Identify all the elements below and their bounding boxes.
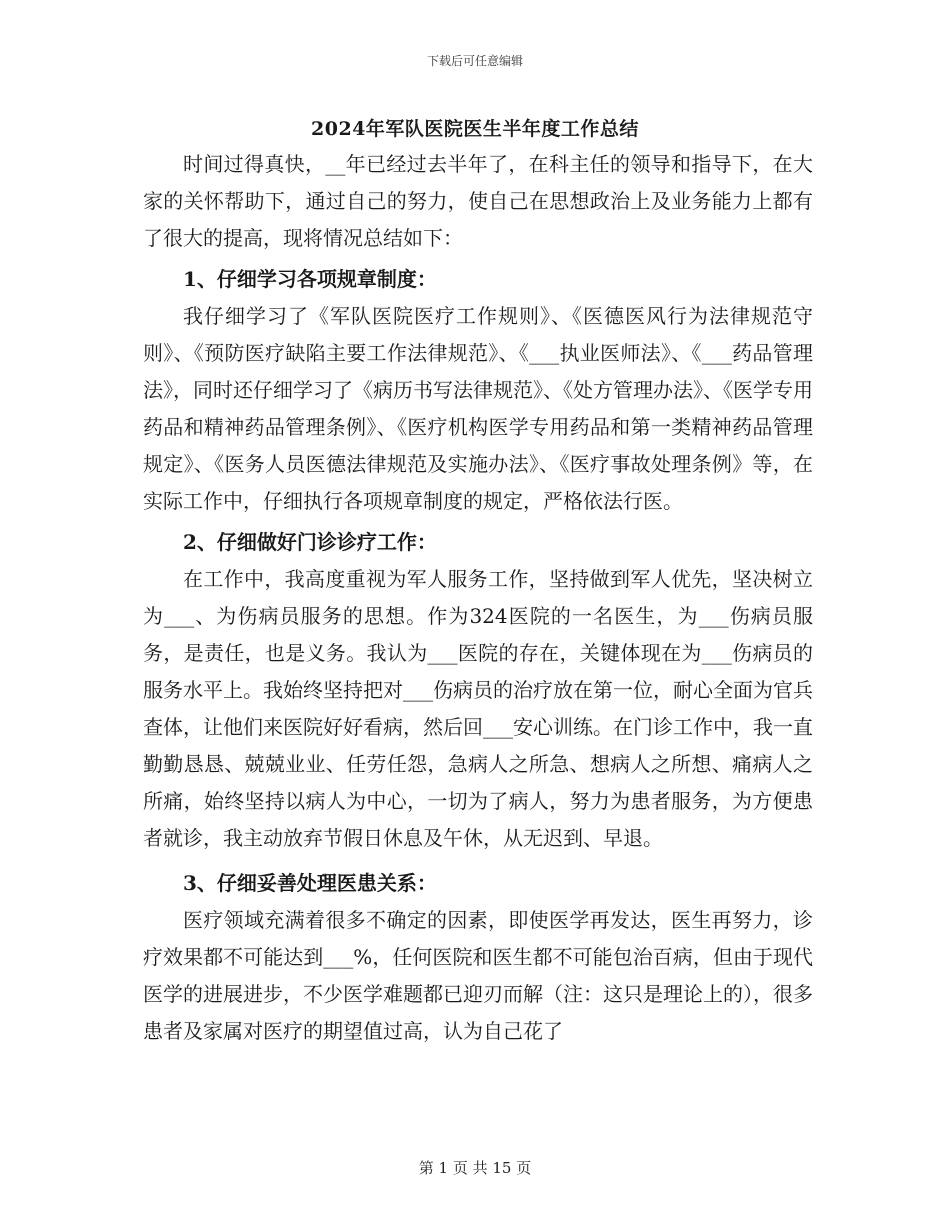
section-3-heading: 3、仔细妥善处理医患关系： xyxy=(183,871,437,895)
section-2-paragraph: 在工作中，我高度重视为军人服务工作，坚持做到军人优先，坚决树立为___、为伤病员服务的思想。作为324医院的一名医生，为___伤病员服务，是责任，也是义务。我认为___医院的存在，关键体现在为___伤病员的服务水平上。我始终坚持把对___伤病员的治疗放在第一位，耐心全面为官兵查体，让他们来医院好好看病，然后回___安心训练。在门诊工作中，我一直勤勤恳恳、兢兢业业、任劳任怨，急病人之所急、想病人之所想、痛病人之所痛，始终坚持以病人为中心，一切为了病人，努力为患者服务，为方便患者就诊，我主动放弃节假日休息及午休，从无迟到、早退。 xyxy=(143,567,813,850)
section-3-paragraph: 医疗领域充满着很多不确定的因素，即使医学再发达，医生再努力，诊疗效果都不可能达到___%，任何医院和医生都不可能包治百病，但由于现代医学的进展进步，不少医学难题都已迎刃而解（注：这只是理论上的），很多患者及家属对医疗的期望值过高，认为自己花了 xyxy=(143,908,813,1043)
page-footer: 第 1 页 共 15 页 xyxy=(418,1159,532,1177)
section-2-heading: 2、仔细做好门诊诊疗工作： xyxy=(183,530,437,554)
document-title: 2024年军队医院医生半年度工作总结 xyxy=(311,118,639,140)
intro-paragraph: 时间过得真快，__年已经过去半年了，在科主任的领导和指导下，在大家的关怀帮助下，通过自己的努力，使自己在思想政治上及业务能力上都有了很大的提高，现将情况总结如下： xyxy=(143,152,813,250)
section-1-heading: 1、仔细学习各项规章制度： xyxy=(183,267,437,291)
header-note: 下载后可任意编辑 xyxy=(426,54,523,68)
section-1-paragraph: 我仔细学习了《军队医院医疗工作规则》、《医德医风行为法律规范守则》、《预防医疗缺陷主要工作法律规范》、《___执业医师法》、《___药品管理法》，同时还仔细学习了《病历书写法律规范》、《处方管理办法》、《医学专用药品和精神药品管理条例》、《医疗机构医学专用药品和第一类精神药品管理规定》、《医务人员医德法律规范及实施办法》、《医疗事故处理条例》等，在实际工作中，仔细执行各项规章制度的规定，严格依法行医。 xyxy=(143,304,813,513)
document-body xyxy=(143,146,813,1050)
